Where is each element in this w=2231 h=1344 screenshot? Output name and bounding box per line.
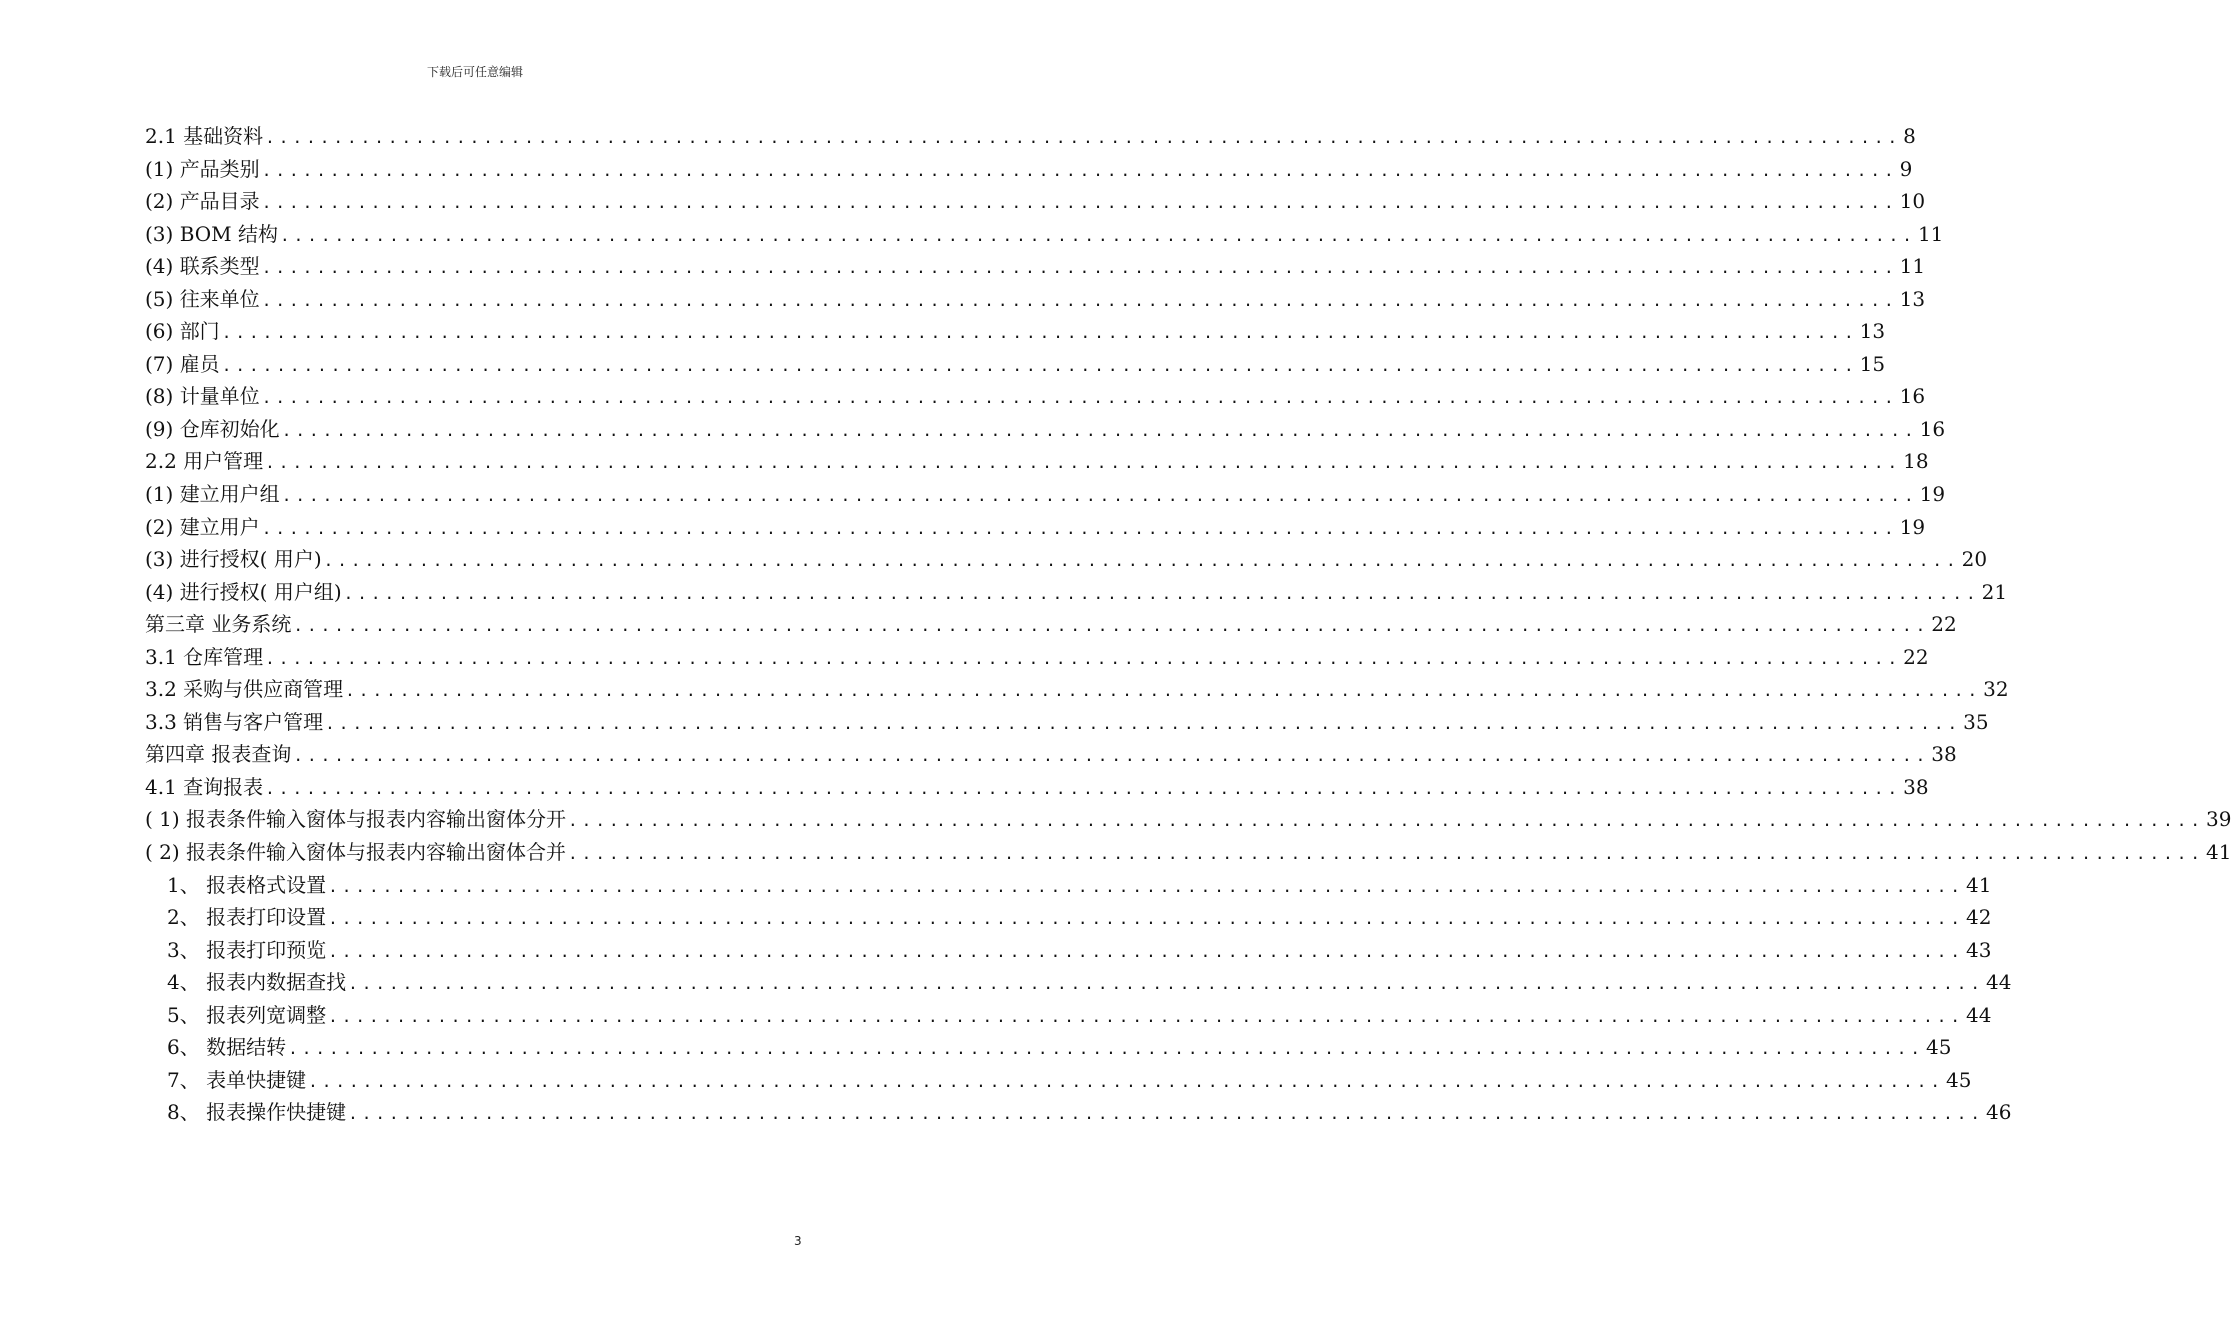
- dot-leader: ........................................................................................................................: [328, 909, 1965, 929]
- toc-entry-page-number: 32: [1983, 677, 2009, 702]
- toc-entry-page-number: 20: [1961, 547, 1988, 572]
- toc-entry-label: 2.1 基础资料: [145, 124, 264, 148]
- toc-entry-label: ( 1) 报表条件输入窗体与报表内容输出窗体分开: [145, 807, 567, 832]
- toc-entry-page-number: 10: [1899, 189, 1926, 214]
- dot-leader: ........................................................................................................................: [328, 876, 1965, 896]
- toc-entry-label: (4) 联系类型: [145, 254, 260, 279]
- dot-leader: ........................................................................................................................: [328, 1006, 1965, 1026]
- toc-entry-label: (2) 产品目录: [145, 189, 260, 214]
- toc-entry[interactable]: [145, 380, 1926, 413]
- toc-entry[interactable]: [145, 608, 1957, 641]
- toc-entry-label: (3) BOM 结构: [145, 221, 278, 246]
- toc-entry[interactable]: [145, 348, 1886, 381]
- toc-entry-page-number: 11: [1899, 254, 1926, 279]
- toc-entry[interactable]: [145, 478, 1946, 511]
- toc-entry[interactable]: [145, 445, 1929, 478]
- toc-entry-label: (3) 进行授权( 用户): [145, 547, 322, 572]
- toc-entry-page-number: 22: [1931, 612, 1957, 637]
- dot-leader: ........................................................................................................................: [348, 1104, 1985, 1124]
- dot-leader: ........................................................................................................................: [221, 323, 1858, 343]
- dot-leader: ........................................................................................................................: [345, 681, 1982, 701]
- toc-entry[interactable]: [145, 836, 2231, 869]
- dot-leader: ........................................................................................................................: [261, 290, 1898, 310]
- toc-entry[interactable]: [145, 1031, 1952, 1064]
- toc-entry-label: (1) 建立用户组: [145, 482, 280, 507]
- toc-entry-page-number: 42: [1966, 905, 1992, 930]
- dot-leader: ........................................................................................................................: [293, 746, 1930, 766]
- toc-entry-label: 3.2 采购与供应商管理: [145, 677, 344, 702]
- dot-leader: ........................................................................................................................: [348, 974, 1985, 994]
- toc-entry-label: 3、 报表打印预览: [167, 937, 327, 962]
- toc-entry-label: 第三章 业务系统: [145, 612, 292, 637]
- dot-leader: ........................................................................................................................: [281, 486, 1918, 506]
- toc-entry-page-number: 38: [1931, 742, 1957, 767]
- toc-entry-page-number: 16: [1919, 416, 1946, 441]
- toc-entry[interactable]: [145, 153, 1913, 186]
- toc-entry[interactable]: [145, 869, 1992, 902]
- toc-entry[interactable]: [145, 185, 1926, 218]
- toc-entry-label: (5) 往来单位: [145, 286, 260, 311]
- toc-entry[interactable]: [145, 413, 1946, 446]
- dot-leader: ........................................................................................................................: [265, 128, 1902, 147]
- toc-entry-page-number: 11: [1917, 221, 1944, 246]
- toc-entry[interactable]: [145, 966, 2012, 999]
- toc-entry-label: (1) 产品类别: [145, 156, 260, 181]
- toc-entry-page-number: 38: [1903, 774, 1929, 799]
- dot-leader: ........................................................................................................................: [281, 420, 1918, 440]
- toc-entry-page-number: 39: [2205, 807, 2231, 832]
- toc-entry-label: 8、 报表操作快捷键: [167, 1100, 347, 1125]
- toc-entry-page-number: 43: [1966, 937, 1992, 962]
- toc-entry[interactable]: [145, 738, 1957, 771]
- toc-entry-page-number: 44: [1986, 970, 2012, 995]
- toc-entry-page-number: 45: [1946, 1067, 1972, 1092]
- toc-entry[interactable]: [145, 641, 1929, 674]
- toc-entry[interactable]: [145, 576, 2008, 609]
- toc-entry-page-number: 21: [1981, 579, 2008, 604]
- toc-entry-page-number: 41: [1966, 872, 1992, 897]
- dot-leader: ........................................................................................................................: [265, 648, 1902, 668]
- toc-entry-page-number: 13: [1859, 319, 1886, 344]
- toc-entry-page-number: 22: [1903, 644, 1929, 669]
- toc-entry-page-number: 16: [1899, 384, 1926, 409]
- dot-leader: ........................................................................................................................: [221, 355, 1858, 375]
- toc-entry-label: 7、 表单快捷键: [167, 1067, 307, 1092]
- toc-entry[interactable]: [145, 250, 1926, 283]
- toc-entry-page-number: 45: [1926, 1035, 1952, 1060]
- toc-entry[interactable]: [145, 673, 2009, 706]
- dot-leader: ........................................................................................................................: [568, 811, 2204, 831]
- toc-entry-label: 第四章 报表查询: [145, 742, 292, 767]
- toc-entry-label: 3.1 仓库管理: [145, 644, 264, 669]
- toc-entry[interactable]: [145, 771, 1929, 804]
- dot-leader: ........................................................................................................................: [261, 193, 1898, 213]
- dot-leader: ........................................................................................................................: [293, 616, 1930, 636]
- toc-entry-label: (2) 建立用户: [145, 514, 260, 539]
- dot-leader: ........................................................................................................................: [265, 778, 1902, 798]
- toc-entry[interactable]: [145, 706, 1989, 739]
- toc-entry[interactable]: [145, 1064, 1972, 1097]
- toc-entry[interactable]: [145, 511, 1926, 544]
- dot-leader: ........................................................................................................................: [280, 225, 1916, 245]
- dot-leader: ........................................................................................................................: [261, 258, 1898, 278]
- toc-entry-label: 6、 数据结转: [167, 1035, 287, 1060]
- toc-entry-label: 4.1 查询报表: [145, 774, 264, 799]
- toc-entry-label: 5、 报表列宽调整: [167, 1002, 327, 1027]
- toc-entry[interactable]: [145, 283, 1926, 316]
- toc-entry-label: (4) 进行授权( 用户组): [145, 579, 342, 604]
- dot-leader: ........................................................................................................................: [308, 1071, 1945, 1091]
- dot-leader: ........................................................................................................................: [328, 941, 1965, 961]
- toc-entry-page-number: 19: [1919, 482, 1946, 507]
- toc-entry-page-number: 46: [1986, 1100, 2012, 1125]
- toc-entry-page-number: 18: [1903, 449, 1929, 474]
- toc-entry-label: 2、 报表打印设置: [167, 905, 327, 930]
- dot-leader: ........................................................................................................................: [261, 518, 1898, 538]
- dot-leader: ........................................................................................................................: [325, 713, 1962, 733]
- dot-leader: ........................................................................................................................: [323, 551, 1960, 571]
- toc-entry-page-number: 8: [1903, 124, 1916, 148]
- toc-entry-label: 2.2 用户管理: [145, 449, 264, 474]
- toc-entry[interactable]: [145, 934, 1992, 967]
- dot-leader: ........................................................................................................................: [288, 1039, 1925, 1059]
- toc-entry-label: ( 2) 报表条件输入窗体与报表内容输出窗体合并: [145, 840, 567, 865]
- dot-leader: ........................................................................................................................: [343, 583, 1980, 603]
- toc-entry[interactable]: [145, 120, 1916, 153]
- toc-entry[interactable]: [145, 315, 1886, 348]
- toc-entry-page-number: 19: [1899, 514, 1926, 539]
- toc-entry[interactable]: [145, 803, 2231, 836]
- toc-entry[interactable]: [145, 543, 1988, 576]
- page-number: 3: [794, 1234, 802, 1248]
- toc-entry-label: (6) 部门: [145, 319, 220, 344]
- dot-leader: ........................................................................................................................: [261, 388, 1898, 408]
- toc-entry[interactable]: [145, 901, 1992, 934]
- toc-entry[interactable]: [145, 999, 1992, 1032]
- toc-entry-label: 4、 报表内数据查找: [167, 970, 347, 995]
- dot-leader: ........................................................................................................................: [261, 160, 1898, 180]
- toc-entry-label: (7) 雇员: [145, 351, 220, 376]
- toc-entry-label: (8) 计量单位: [145, 384, 260, 409]
- toc-entry-page-number: 13: [1899, 286, 1926, 311]
- toc-entry-page-number: 44: [1966, 1002, 1992, 1027]
- toc-entry-page-number: 9: [1899, 156, 1913, 181]
- page-header: 下载后可任意编辑: [426, 65, 523, 79]
- toc-entry-label: 3.3 销售与客户管理: [145, 709, 324, 734]
- toc-entry-page-number: 15: [1859, 351, 1886, 376]
- toc-entry[interactable]: [145, 1096, 2012, 1129]
- dot-leader: ........................................................................................................................: [568, 844, 2204, 864]
- toc-entry-page-number: 41: [2205, 840, 2231, 865]
- dot-leader: ........................................................................................................................: [265, 453, 1902, 473]
- toc-entry[interactable]: [145, 218, 1944, 251]
- toc-entry-page-number: 35: [1963, 709, 1989, 734]
- toc-entry-label: 1、 报表格式设置: [167, 872, 327, 897]
- table-of-contents: [145, 120, 2231, 1129]
- toc-entry-label: (9) 仓库初始化: [145, 416, 280, 441]
